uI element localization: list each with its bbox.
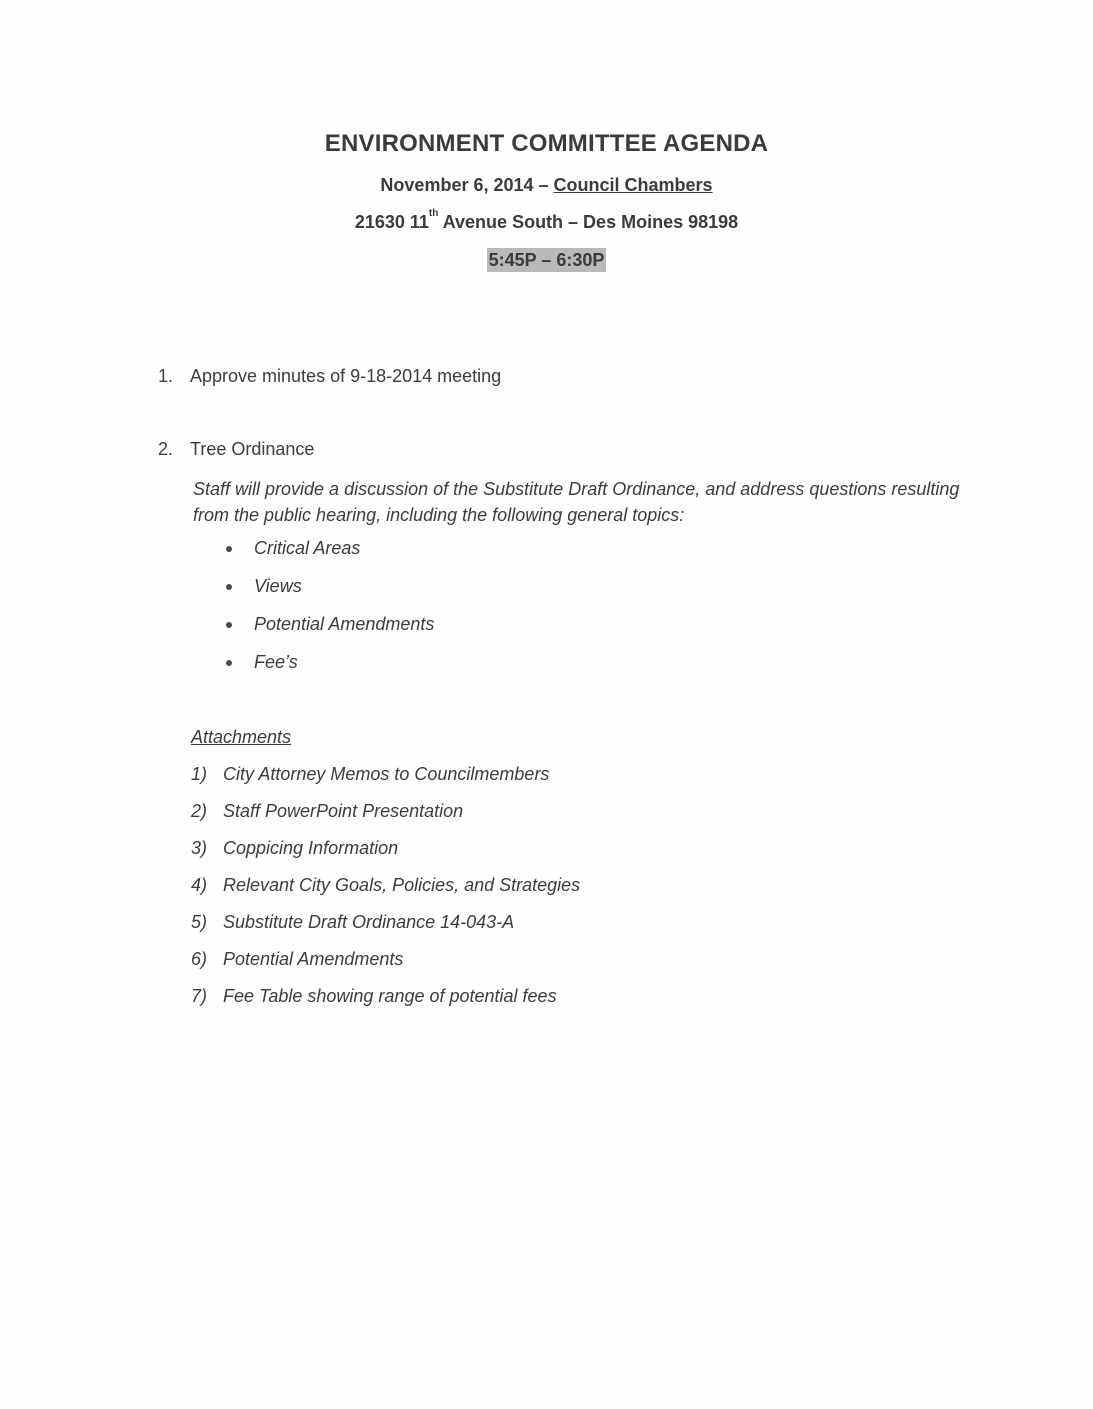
topic-text: Views — [254, 576, 302, 596]
agenda-item-text: Approve minutes of 9-18-2014 meeting — [190, 366, 502, 386]
bullet-icon — [226, 660, 232, 666]
attachment-number: 1) — [191, 764, 208, 784]
bullet-icon — [226, 546, 232, 552]
attachment-text: Staff PowerPoint Presentation — [223, 801, 464, 821]
meeting-date-line — [0, 175, 1093, 196]
topic-text: Critical Areas — [254, 538, 361, 558]
attachment-text: Coppicing Information — [223, 838, 399, 858]
attachment-number: 3) — [191, 838, 208, 858]
attachment-text: Fee Table showing range of potential fees — [223, 986, 557, 1006]
bullet-icon — [226, 584, 232, 590]
item-description: Staff will provide a discussion of the Substitute Draft Ordinance, and address questions resulting from the public hearing, including the following general topics: — [193, 479, 960, 525]
address-suffix: th — [428, 208, 439, 219]
topic-text: Potential Amendments — [254, 614, 435, 634]
topic-text: Fee’s — [254, 652, 298, 672]
meeting-address — [0, 208, 1093, 233]
attachment-text: Potential Amendments — [223, 949, 404, 969]
meeting-time: 5:45P – 6:30P — [488, 250, 605, 270]
attachments-heading: Attachments — [191, 727, 292, 747]
agenda-item-number: 2. — [158, 439, 174, 459]
agenda-item-number: 1. — [158, 366, 174, 386]
attachment-number: 7) — [191, 986, 208, 1006]
attachment-number: 5) — [191, 912, 208, 932]
meeting-time-line — [0, 250, 1093, 271]
agenda-item-text: Tree Ordinance — [190, 439, 315, 459]
attachment-number: 6) — [191, 949, 208, 969]
address-rest: Avenue South – Des Moines 98198 — [438, 212, 739, 232]
meeting-location: Council Chambers — [553, 175, 713, 195]
meeting-date: November 6, 2014 – — [380, 175, 554, 195]
attachment-text: Relevant City Goals, Policies, and Strategies — [223, 875, 581, 895]
attachment-number: 2) — [191, 801, 208, 821]
bullet-icon — [226, 622, 232, 628]
address-number: 21630 11 — [354, 212, 429, 232]
agenda-title: ENVIRONMENT COMMITTEE AGENDA — [324, 130, 769, 157]
attachment-number: 4) — [191, 875, 208, 895]
attachment-text: City Attorney Memos to Councilmembers — [223, 764, 550, 784]
attachment-text: Substitute Draft Ordinance 14-043-A — [223, 912, 515, 932]
